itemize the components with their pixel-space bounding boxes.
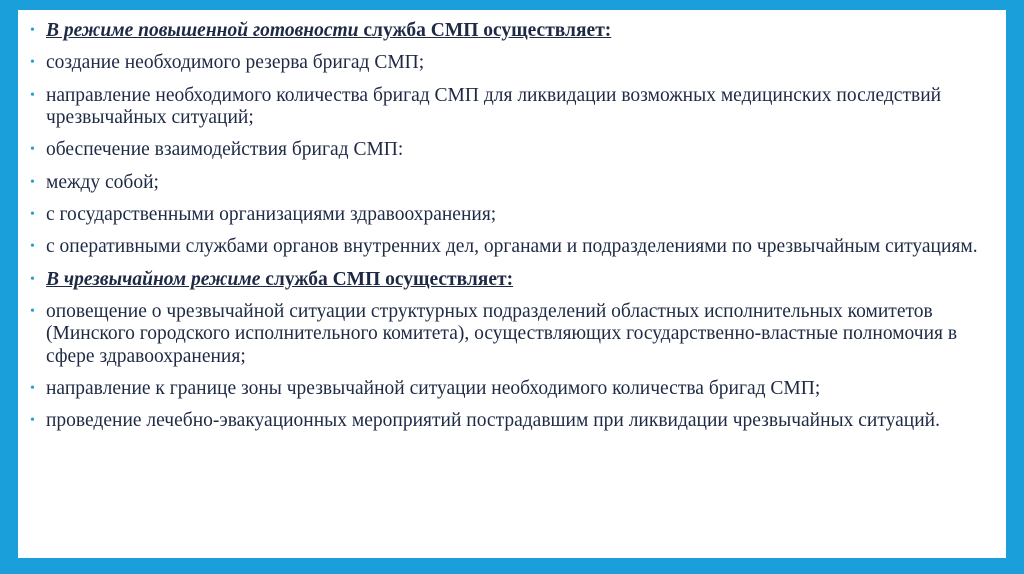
bullet-icon: •	[30, 206, 35, 222]
list-item	[30, 301, 1002, 369]
list-item	[30, 378, 1002, 401]
bullet-icon: •	[30, 55, 35, 71]
slide-panel	[18, 10, 1006, 558]
heading-emphasis: В чрезвычайном режиме	[46, 268, 261, 290]
list-item-text: проведение лечебно-эвакуационных мероприятий пострадавшим при ликвидации чрезвычайных ситуаций.	[46, 410, 940, 432]
list-item	[30, 172, 1002, 195]
bullet-icon: •	[30, 271, 35, 287]
list-item	[30, 139, 1002, 162]
heading-text: служба СМП осуществляет:	[260, 268, 514, 290]
list-item-heading-emergency	[30, 269, 1002, 292]
list-item-heading-readiness	[30, 20, 1002, 43]
bullet-icon: •	[30, 239, 35, 255]
list-item	[30, 410, 1002, 433]
list-item-text: обеспечение взаимодействия бригад СМП:	[46, 139, 404, 161]
bullet-list	[30, 20, 1002, 443]
heading-emphasis: В режиме повышенной готовности	[46, 20, 359, 41]
list-item-text: с оперативными службами органов внутренних дел, органами и подразделениями по чрезвычайным ситуациям.	[46, 236, 978, 258]
bullet-icon: •	[30, 413, 35, 429]
heading-text: служба СМП осуществляет:	[358, 20, 612, 41]
bullet-icon: •	[30, 23, 35, 38]
list-item-text: оповещение о чрезвычайной ситуации структурных подразделений областных исполнительных комитетов (Минского городского исполнительного комитета), осуществляющих государственно-властные полномочия в сфере здравоохранения;	[46, 300, 958, 367]
bullet-icon: •	[30, 87, 35, 103]
list-item	[30, 204, 1002, 227]
list-item	[30, 236, 1002, 259]
bullet-icon: •	[30, 381, 35, 397]
bullet-icon: •	[30, 303, 35, 319]
list-item-text: создание необходимого резерва бригад СМП;	[46, 52, 425, 74]
list-item-text: направление к границе зоны чрезвычайной ситуации необходимого количества бригад СМП;	[46, 378, 821, 400]
list-item-text: между собой;	[46, 171, 159, 193]
list-item-text: направление необходимого количества бригад СМП для ликвидации возможных медицинских последствий чрезвычайных ситуаций;	[46, 84, 942, 129]
list-item	[30, 52, 1002, 75]
bullet-icon: •	[30, 174, 35, 190]
list-item	[30, 85, 1002, 130]
bullet-icon: •	[30, 142, 35, 158]
list-item-text: с государственными организациями здравоохранения;	[46, 203, 497, 225]
